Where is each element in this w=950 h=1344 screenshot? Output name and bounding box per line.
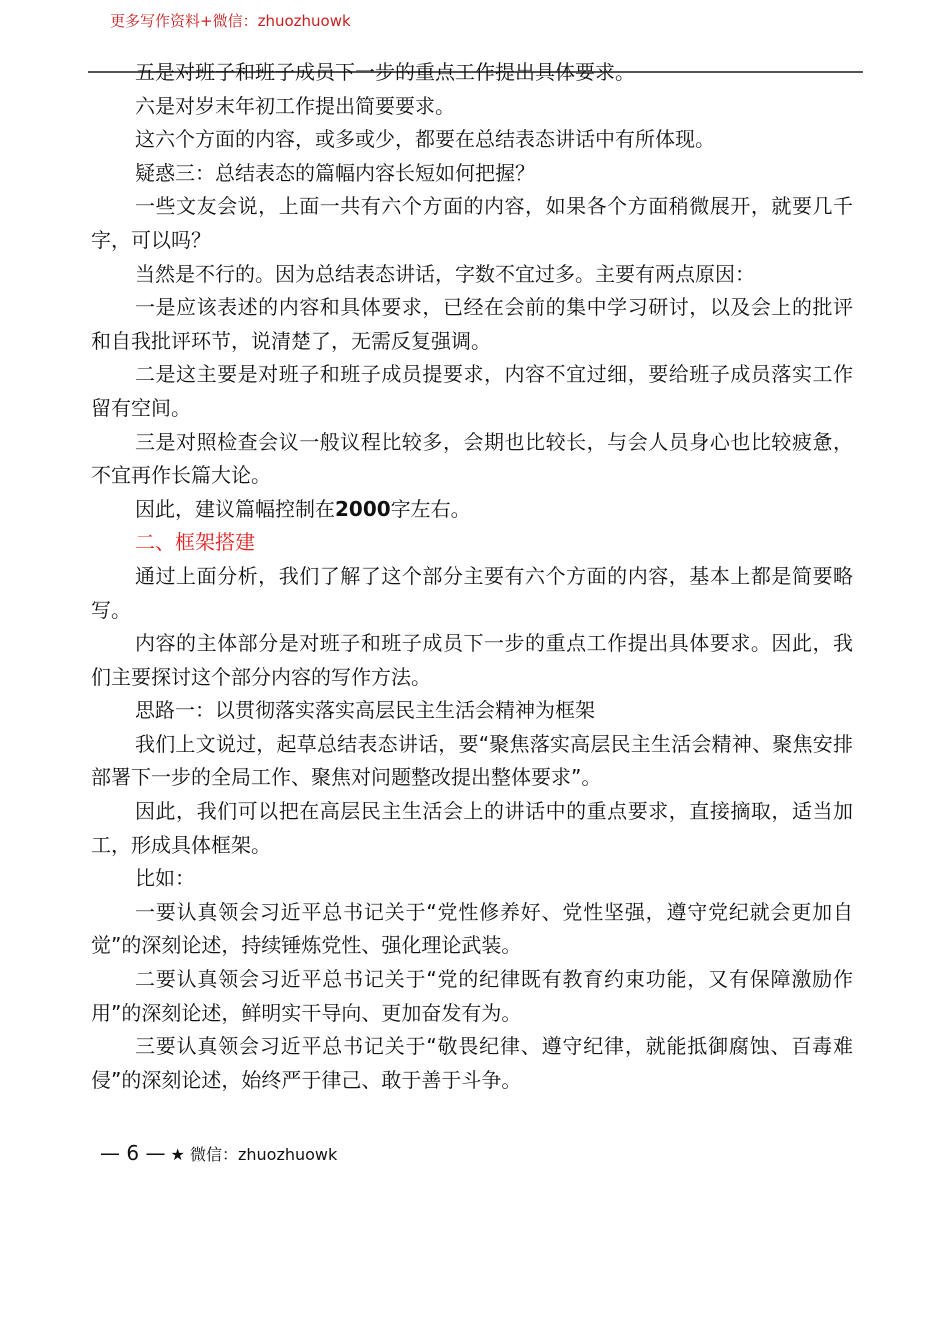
paragraph: 三要认真领会习近平总书记关于“敬畏纪律、遵守纪律，就能抵御腐蚀、百毒难侵”的深刻论述，始终严于律己、敢于善于斗争。 xyxy=(91,1034,853,1092)
paragraph: 通过上面分析，我们了解了这个部分主要有六个方面的内容，基本上都是简要略写。 xyxy=(91,563,853,622)
document-body xyxy=(91,56,853,1097)
header-wechat-note: 更多写作资料+微信：zhuozhuowk xyxy=(110,12,351,30)
length-note-after: 字左右。 xyxy=(390,496,471,521)
paragraph: 三是对照检查会议一般议程比较多，会期也比较长，与会人员身心也比较疲惫，不宜再作长篇大论。 xyxy=(91,429,853,488)
paragraph: 这六个方面的内容，或多或少，都要在总结表态讲话中有所体现。 xyxy=(135,127,715,152)
paragraph: 思路一：以贯彻落实落实高层民主生活会精神为框架 xyxy=(135,698,595,723)
paragraph: 六是对岁末年初工作提出简要要求。 xyxy=(135,93,455,118)
length-note-before: 因此，建议篇幅控制在 xyxy=(135,496,335,521)
paragraph: 我们上文说过，起草总结表态讲话，要“聚焦落实高层民主生活会精神、聚焦安排部署下一步的全局工作、聚焦对问题整改提出整体要求”。 xyxy=(91,731,853,790)
section-heading: 二、框架搭建 xyxy=(135,530,255,555)
paragraph: 二要认真领会习近平总书记关于“党的纪律既有教育约束功能，又有保障激励作用”的深刻论述，鲜明实干导向、更加奋发有为。 xyxy=(91,967,853,1025)
paragraph: 疑惑三：总结表态的篇幅内容长短如何把握？ xyxy=(135,160,535,185)
paragraph: 当然是不行的。因为总结表态讲话，字数不宜过多。主要有两点原因： xyxy=(135,261,755,286)
footer-wechat-note: ★ 微信：zhuozhuowk xyxy=(170,1145,338,1164)
paragraph: 因此，我们可以把在高层民主生活会上的讲话中的重点要求，直接摘取，适当加工，形成具体框架。 xyxy=(91,799,853,857)
paragraph: 比如： xyxy=(135,866,195,891)
length-note-paragraph xyxy=(91,493,853,527)
paragraph: 五是对班子和班子成员下一步的重点工作提出具体要求。 xyxy=(135,60,635,84)
length-note-number: 2000 xyxy=(335,496,391,521)
page-number: — 6 — xyxy=(100,1141,166,1165)
page-footer xyxy=(100,1140,337,1168)
paragraph: 二是这主要是对班子和班子成员提要求，内容不宜过细，要给班子成员落实工作留有空间。 xyxy=(91,362,853,420)
paragraph: 一些文友会说，上面一共有六个方面的内容，如果各个方面稍微展开，就要几千字，可以吗？ xyxy=(91,194,853,252)
paragraph: 一是应该表述的内容和具体要求，已经在会前的集中学习研讨，以及会上的批评和自我批评环节，说清楚了，无需反复强调。 xyxy=(91,295,853,353)
paragraph: 内容的主体部分是对班子和班子成员下一步的重点工作提出具体要求。因此，我们主要探讨这个部分内容的写作方法。 xyxy=(91,631,853,689)
paragraph: 一要认真领会习近平总书记关于“党性修养好、党性坚强，遵守党纪就会更加自觉”的深刻论述，持续锤炼党性、强化理论武装。 xyxy=(91,899,853,958)
